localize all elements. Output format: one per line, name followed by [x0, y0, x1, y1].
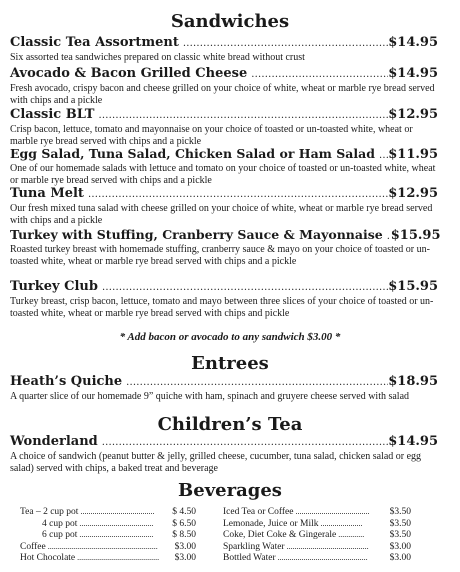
item-price: $14.95 — [388, 35, 438, 50]
item-description: Turkey breast, crisp bacon, lettuce, tomato and mayo between three slices of your choice of toasted or un-toasted white, wheat or marble rye bread served with chips and pickle — [10, 296, 434, 319]
section-title-beverages: Beverages — [178, 480, 282, 501]
menu-item — [10, 434, 438, 474]
beverage-price: $3.50 — [389, 530, 411, 540]
beverage-price: $3.50 — [389, 518, 411, 529]
leader-dots — [247, 69, 388, 80]
leader-dots — [293, 506, 369, 518]
item-description: Our fresh mixed tuna salad with cheese grilled on your choice of white, wheat or marble rye bread served with chips and a pickle — [10, 203, 433, 226]
item-price: $12.95 — [388, 107, 438, 122]
beverage-price: $ 4.50 — [172, 507, 196, 517]
beverage-row — [20, 506, 196, 518]
leader-dots — [75, 552, 159, 564]
leader-dots — [383, 231, 391, 242]
beverage-price: $3.50 — [389, 507, 411, 517]
item-name: Classic Tea Assortment — [10, 35, 179, 50]
beverage-row — [223, 552, 411, 564]
menu-item — [10, 35, 438, 64]
leader-dots — [336, 529, 364, 541]
leader-dots — [78, 506, 154, 518]
menu-item — [10, 146, 438, 186]
beverage-price: $3.00 — [174, 541, 196, 552]
beverage-row — [20, 541, 196, 553]
beverage-name: Sparkling Water — [223, 541, 285, 552]
beverage-row — [223, 541, 411, 553]
beverage-name: Iced Tea or Coffee — [223, 507, 294, 517]
leader-dots — [98, 282, 388, 293]
beverage-name: Coke, Diet Coke & Gingerale — [223, 530, 337, 540]
item-price: $15.95 — [390, 228, 441, 243]
item-description: Crisp bacon, lettuce, tomato and mayonnaise on your choice of toasted or un-toasted white, wheat or marble rye bread served with chips and a pickle — [10, 124, 413, 147]
beverage-price: $3.00 — [389, 553, 411, 563]
beverage-row — [20, 552, 196, 564]
menu-item — [10, 107, 438, 147]
beverage-row — [223, 529, 411, 541]
leader-dots — [46, 541, 158, 553]
beverage-price: $ 8.50 — [172, 530, 196, 540]
leader-dots — [276, 552, 368, 564]
menu-item — [10, 227, 441, 267]
beverage-price: $ 6.50 — [172, 518, 196, 529]
beverage-price: $3.00 — [174, 553, 196, 563]
beverage-list-left — [20, 506, 196, 564]
item-name: Turkey Club — [10, 279, 98, 294]
item-description: Fresh avocado, crispy bacon and cheese grilled on your choice of white, wheat or marble rye bread served with chips and a pickle — [10, 83, 435, 106]
leader-dots — [285, 541, 369, 553]
item-price: $15.95 — [388, 279, 438, 294]
beverage-name: Hot Chocolate — [20, 553, 76, 563]
section-title-entrees: Entrees — [191, 353, 269, 374]
beverage-name: Lemonade, Juice or Milk — [223, 518, 319, 529]
item-price: $14.95 — [388, 66, 438, 81]
item-description: One of our homemade salads with lettuce and tomato on your choice of toasted or un-toasted white, wheat or marble rye bread served with chips and a pickle — [10, 163, 436, 186]
beverage-row — [223, 518, 411, 530]
beverage-list-right — [223, 506, 411, 564]
item-name: Egg Salad, Tuna Salad, Chicken Salad or Ham Salad — [10, 146, 375, 161]
item-description: A quarter slice of our homemade 9” quiche with ham, spinach and gruyere cheese served with salad — [10, 391, 410, 402]
beverage-name: 6 cup pot — [42, 530, 78, 540]
section-title-childrens-tea: Children’s Tea — [157, 414, 303, 435]
item-description: A choice of sandwich (peanut butter & jelly, grilled cheese, cucumber, tuna salad, chicken salad or egg salad) served with chips, a baked treat and beverage — [10, 451, 422, 474]
beverage-name: Bottled Water — [223, 553, 276, 563]
item-name: Heath’s Quiche — [10, 374, 123, 389]
item-price: $14.95 — [388, 434, 438, 449]
menu-item — [10, 374, 438, 403]
menu-item — [10, 66, 438, 106]
item-price: $18.95 — [388, 374, 438, 389]
item-name: Turkey with Stuffing, Cranberry Sauce & Mayonnaise — [10, 227, 383, 242]
item-name: Avocado & Bacon Grilled Cheese — [10, 66, 248, 81]
beverage-name: 4 cup pot — [42, 518, 78, 529]
item-name: Tuna Melt — [10, 186, 84, 201]
menu-item — [10, 186, 438, 226]
sandwich-addon-note: * Add bacon or avocado to any sandwich $3.00 * — [119, 331, 341, 343]
leader-dots — [179, 38, 388, 49]
beverage-row — [223, 506, 411, 518]
leader-dots — [122, 377, 388, 388]
item-description: Six assorted tea sandwiches prepared on classic white bread without crust — [10, 52, 305, 63]
leader-dots — [84, 189, 388, 200]
leader-dots — [98, 437, 388, 448]
leader-dots — [94, 110, 388, 121]
leader-dots — [77, 529, 153, 541]
leader-dots — [375, 150, 388, 161]
menu-item — [10, 279, 438, 319]
section-title-sandwiches: Sandwiches — [170, 11, 290, 32]
beverage-price: $3.00 — [389, 541, 411, 552]
item-name: Classic BLT — [10, 107, 95, 122]
beverage-name: Tea – 2 cup pot — [20, 507, 79, 517]
leader-dots — [77, 518, 153, 530]
item-price: $12.95 — [388, 186, 438, 201]
leader-dots — [319, 518, 363, 530]
beverage-row — [20, 529, 196, 541]
item-price: $11.95 — [388, 147, 438, 162]
beverage-row — [20, 518, 196, 530]
item-description: Roasted turkey breast with homemade stuffing, cranberry sauce & mayo on your choice of toasted or un-toasted white, wheat or marble rye bread served with chips and a pickle — [10, 244, 430, 267]
item-name: Wonderland — [10, 434, 98, 449]
beverage-name: Coffee — [20, 541, 46, 552]
